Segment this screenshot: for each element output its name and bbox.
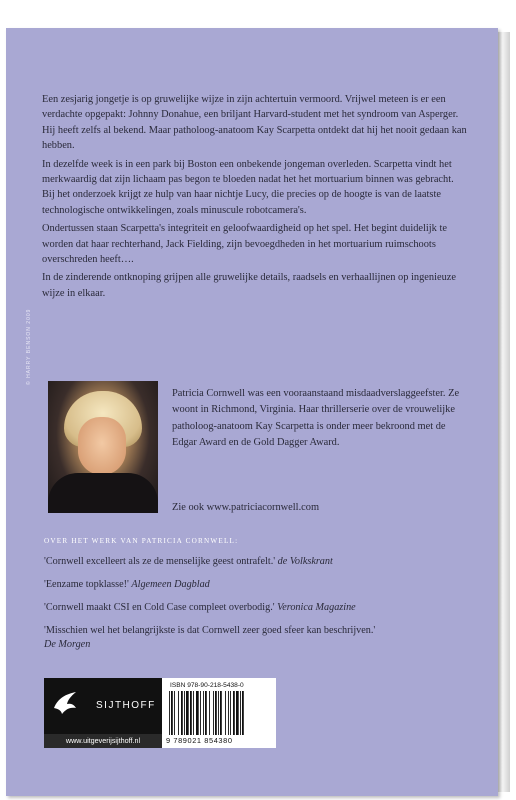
review-source: Veronica Magazine bbox=[277, 602, 356, 613]
blurb-paragraph: Een zesjarig jongetje is op gruwelijke wijze in zijn achtertuin vermoord. Vrijwel meteen is er een verdachte opgepakt: Johnny Donahue, een briljant Harvard-student met het syndroom van Asperger. Hij heeft zelfs al bekend. Maar patholoog-anatoom Kay Scarpetta ontdekt dat hij het nooit gedaan kan hebben. bbox=[42, 94, 467, 152]
publisher-url: www.uitgeverijsijthoff.nl bbox=[44, 734, 162, 748]
review-quote: 'Cornwell maakt CSI en Cold Case compleet overbodig.' bbox=[44, 602, 275, 613]
review-source: De Morgen bbox=[44, 639, 91, 650]
book-page-edge bbox=[498, 32, 510, 792]
author-website: Zie ook www.patriciacornwell.com bbox=[172, 502, 320, 513]
author-bio: Patricia Cornwell was een vooraanstaand misdaadverslaggeefster. Ze woont in Richmond, Virginia. Haar thrillerserie over de vrouwelijke patholoog-anatoom Kay Scarpetta is onder meer bekroond met de Edgar Award en de Gold Dagger Award. bbox=[172, 388, 460, 449]
author-photo bbox=[48, 381, 158, 513]
reviews-list bbox=[44, 555, 474, 661]
isbn-text: ISBN 978-90-218-5438-0 bbox=[170, 682, 244, 689]
review-item bbox=[44, 578, 474, 592]
review-item bbox=[44, 555, 474, 569]
review-quote: 'Misschien wel het belangrijkste is dat Cornwell zeer goed sfeer kan beschrijven.' bbox=[44, 625, 376, 636]
barcode-panel bbox=[44, 678, 276, 748]
blurb-paragraph: In de zinderende ontknoping grijpen alle gruwelijke details, raadsels en verhaallijnen op ingenieuze wijze in elkaar. bbox=[42, 272, 457, 299]
blurb-text bbox=[42, 92, 467, 304]
review-source: Algemeen Dagblad bbox=[131, 579, 210, 590]
reviews-heading: OVER HET WERK VAN PATRICIA CORNWELL: bbox=[44, 537, 239, 545]
review-quote: 'Cornwell excelleert als ze de menselijke geest ontrafelt.' bbox=[44, 556, 276, 567]
review-item bbox=[44, 624, 474, 652]
publisher-name: SIJTHOFF bbox=[96, 700, 156, 711]
barcode bbox=[168, 691, 270, 735]
publisher-logo bbox=[44, 678, 162, 748]
bird-logo-icon bbox=[52, 688, 78, 718]
ean-digits: 9 789021 854380 bbox=[166, 736, 233, 745]
review-quote: 'Eenzame topklasse!' bbox=[44, 579, 129, 590]
photo-credit: © HARRY BENSON 2009 bbox=[26, 308, 32, 385]
blurb-paragraph: In dezelfde week is in een park bij Boston een onbekende jongeman overleden. Scarpetta vindt het merkwaardig dat zijn lichaam pas begon te bloeden nadat het het mortuarium binnen was gebracht. Bij het onderzoek krijgt ze hulp van haar nichtje Lucy, die precies op de hoogte is van de laatste technologische ontwikkelingen, zoals minuscule robotcamera's. bbox=[42, 158, 454, 216]
blurb-paragraph: Ondertussen staan Scarpetta's integriteit en geloofwaardigheid op het spel. Het begint duidelijk te worden dat haar rechterhand, Jack Fielding, zijn bevoegdheden in het mortuarium ruimschoots overschreden heeft…. bbox=[42, 223, 447, 266]
review-item bbox=[44, 601, 474, 615]
review-source: de Volkskrant bbox=[277, 556, 333, 567]
